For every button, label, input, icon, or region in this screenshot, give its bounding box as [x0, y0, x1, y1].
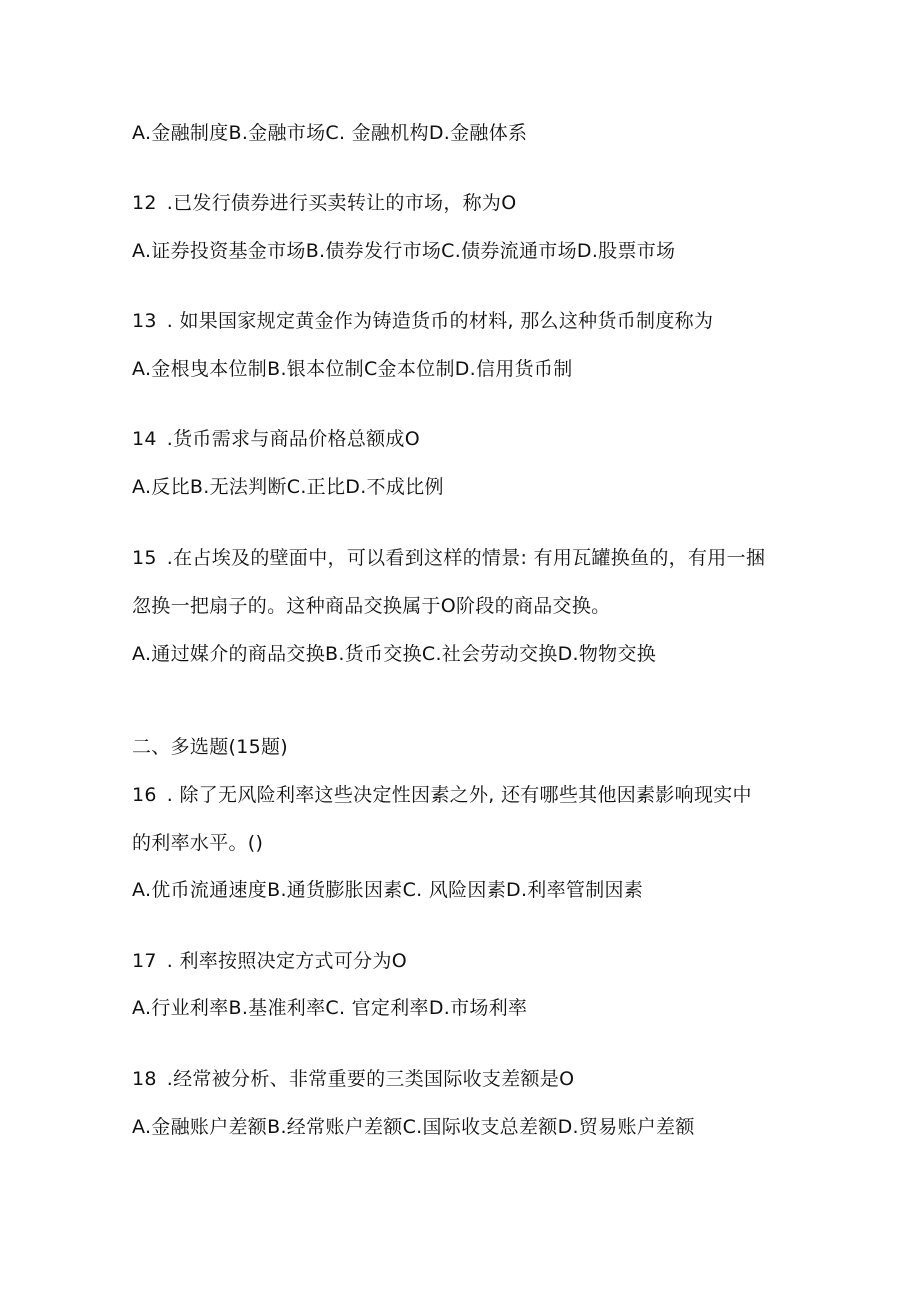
option-line [132, 995, 527, 1021]
option-text: A.金根曳本位制B.银本位制C金本位制D.信用货币制 [132, 358, 573, 380]
option-line [132, 120, 527, 146]
question-text: . 如果国家规定黄金作为铸造货币的材料, 那么这种货币制度称为 [166, 310, 714, 332]
question-line [132, 948, 407, 974]
option-line [132, 877, 643, 903]
option-line [132, 356, 573, 382]
question-text: .货币需求与商品价格总额成O [166, 428, 420, 450]
option-text: A.反比B.无法判断C.正比D.不成比例 [132, 476, 444, 498]
option-text: A.证券投资基金市场B.债券发行市场C.债券流通市场D.股票市场 [132, 240, 676, 262]
question-text: .在占埃及的壁面中，可以看到这样的情景: 有用瓦罐换鱼的，有用一捆 [166, 547, 766, 569]
option-line [132, 474, 444, 500]
question-line [132, 782, 752, 808]
option-line [132, 641, 656, 667]
question-number: 18 [132, 1068, 157, 1090]
question-number: 12 [132, 192, 157, 214]
option-line [132, 238, 675, 264]
option-text: A.优币流通速度B.通货膨胀因素C. 风险因素D.利率管制因素 [132, 879, 644, 901]
option-text: A.金融制度B.金融市场C. 金融机构D.金融体系 [132, 122, 528, 144]
question-line [132, 190, 516, 216]
question-number: 17 [132, 950, 157, 972]
option-text: A.行业利率B.基准利率C. 官定利率D.市场利率 [132, 997, 528, 1019]
question-text: . 除了无风险利率这些决定性因素之外, 还有哪些其他因素影响现实中 [166, 784, 752, 806]
question-text: . 利率按照决定方式可分为O [166, 950, 408, 972]
section-title: 二、多选题(15题) [132, 736, 289, 758]
question-number: 15 [132, 547, 157, 569]
question-line [132, 1066, 574, 1092]
question-number: 13 [132, 310, 157, 332]
section-heading [132, 734, 288, 760]
question-line [132, 308, 713, 334]
question-continuation [132, 593, 610, 619]
question-text: 的利率水平。() [132, 832, 264, 854]
question-text: .已发行债券进行买卖转让的市场，称为O [166, 192, 517, 214]
question-continuation [132, 830, 263, 856]
question-text: .经常被分析、非常重要的三类国际收支差额是O [166, 1068, 575, 1090]
question-number: 14 [132, 428, 157, 450]
question-line [132, 426, 420, 452]
option-text: A.通过媒介的商品交换B.货币交换C.社会劳动交换D.物物交换 [132, 643, 657, 665]
question-line [132, 545, 765, 571]
question-text: 忽换一把扇子的。这种商品交换属于O阶段的商品交换。 [132, 595, 611, 617]
option-line [132, 1114, 695, 1140]
option-text: A.金融账户差额B.经常账户差额C.国际收支总差额D.贸易账户差额 [132, 1116, 695, 1138]
question-number: 16 [132, 784, 157, 806]
